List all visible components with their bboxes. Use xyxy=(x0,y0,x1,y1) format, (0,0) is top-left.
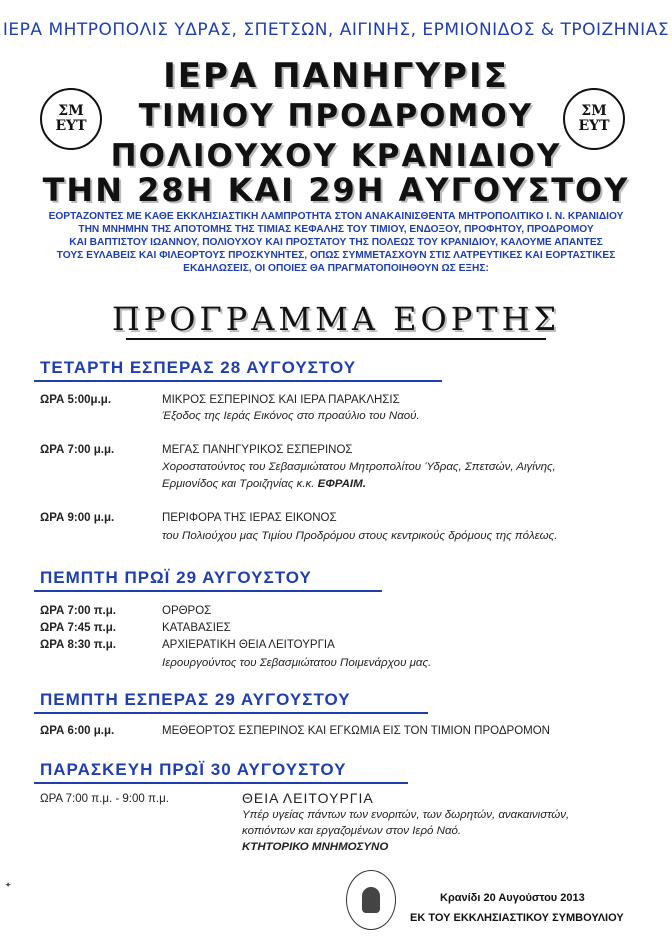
event-title: ΑΡΧΙΕΡΑΤΙΚΗ ΘΕΙΑ ΛΕΙΤΟΥΡΓΙΑ xyxy=(162,639,335,651)
event-description: Έξοδος της Ιεράς Εικόνος στο προαύλιο του Ναού. xyxy=(162,410,420,422)
event-description: Ερμιονίδος και Τροιζηνίας κ.κ. ΕΦΡΑΙΜ. xyxy=(162,478,366,490)
day-heading-wednesday-evening: ΤΕΤΑΡΤΗ ΕΣΠΕΡΑΣ 28 ΑΥΓΟΥΣΤΟΥ xyxy=(40,358,357,377)
intro-line: ΕΟΡΤΑΖΟΝΤΕΣ ΜΕ ΚΑΘΕ ΕΚΚΛΗΣΙΑΣΤΙΚΗ ΛΑΜΠΡΟΤΗΤΑ ΣΤΟΝ ΑΝΑΚΑΙΝΙΣΘΕΝΤΑ ΜΗΤΡΟΠΟΛΙΤΙΚΟ Ι. Ν. ΚΡΑΝΙΔΙΟΥ xyxy=(48,211,624,222)
event-description: κοπιόντων και εργαζομένων στον Ιερό Ναό. xyxy=(242,825,462,837)
memorial-label: ΚΤΗΤΟΡΙΚΟ ΜΝΗΜΟΣΥΝΟ xyxy=(242,841,389,853)
metropolitan-name: ΕΦΡΑΙΜ. xyxy=(317,478,366,490)
side-watermark: ✦ xyxy=(4,881,13,888)
event-description: του Πολιούχου μας Τιμίου Προδρόμου στους κεντρικούς δρόμους της πόλεως. xyxy=(162,530,558,542)
day-heading-underline xyxy=(34,712,428,714)
day-heading-thursday-evening: ΠΕΜΠΤΗ ΕΣΠΕΡΑΣ 29 ΑΥΓΟΥΣΤΟΥ xyxy=(40,690,351,709)
event-time: ΩΡΑ 9:00 μ.μ. xyxy=(40,512,115,524)
program-title-underline xyxy=(126,338,546,340)
event-description: Υπέρ υγείας πάντων των ενοριτών, των δωρητών, ανακαινιστών, xyxy=(242,809,570,821)
byzantine-seal-right-icon: ΣΜ ΕΥΤ xyxy=(563,88,625,150)
day-heading-friday-morning: ΠΑΡΑΣΚΕΥΗ ΠΡΩΪ 30 ΑΥΓΟΥΣΤΟΥ xyxy=(40,760,347,779)
event-title: ΜΕΘΕΟΡΤΟΣ ΕΣΠΕΡΙΝΟΣ ΚΑΙ ΕΓΚΩΜΙΑ ΕΙΣ ΤΟΝ ΤΙΜΙΟΝ ΠΡΟΔΡΟΜΟΝ xyxy=(162,725,550,737)
event-time: ΩΡΑ 7:45 π.μ. xyxy=(40,622,116,634)
event-time: ΩΡΑ 6:00 μ.μ. xyxy=(40,725,115,737)
diocese-heading: ΙΕΡΑ ΜΗΤΡΟΠΟΛΙΣ ΥΔΡΑΣ, ΣΠΕΤΣΩΝ, ΑΙΓΙΝΗΣ, ΕΡΜΙΟΝΙΔΟΣ & ΤΡΟΙΖΗΝΙΑΣ xyxy=(2,20,670,40)
program-title: ΠΡΟΓΡΑΜΜΑ ΕΟΡΤΗΣ xyxy=(111,300,561,338)
intro-paragraph xyxy=(30,210,642,275)
intro-line: ΤΟΥΣ ΕΥΛΑΒΕΙΣ ΚΑΙ ΦΙΛΕΟΡΤΟΥΣ ΠΡΟΣΚΥΝΗΤΕΣ, ΟΠΩΣ ΣΥΜΜΕΤΑΣΧΟΥΝ ΣΤΙΣ ΛΑΤΡΕΥΤΙΚΕΣ ΚΑΙ ΕΟΡΤΑΣΤΙΚΕΣ xyxy=(56,250,616,261)
day-heading-underline xyxy=(34,782,408,784)
intro-line: ΤΗΝ ΜΝΗΜΗΝ ΤΗΣ ΑΠΟΤΟΜΗΣ ΤΗΣ ΤΙΜΙΑΣ ΚΕΦΑΛΗΣ ΤΟΥ ΤΙΜΙΟΥ, ΕΝΔΟΞΟΥ, ΠΡΟΦΗΤΟΥ, ΠΡΟΔΡΟΜΟΥ xyxy=(78,224,594,235)
intro-line: ΚΑΙ ΒΑΠΤΙΣΤΟΥ ΙΩΑΝΝΟΥ, ΠΟΛΙΟΥΧΟΥ ΚΑΙ ΠΡΟΣΤΑΤΟΥ ΤΗΣ ΠΟΛΕΩΣ ΤΟΥ ΚΡΑΝΙΔΙΟΥ, ΚΑΛΟΥΜΕ ΑΠΑΝΤΕΣ xyxy=(69,237,603,248)
event-time: ΩΡΑ 7:00 π.μ. xyxy=(40,605,116,617)
event-description: Χοροστατούντος του Σεβασμιώτατου Μητροπολίτου Ύδρας, Σπετσών, Αιγίνης, xyxy=(162,461,556,473)
day-heading-thursday-morning: ΠΕΜΠΤΗ ΠΡΩΪ 29 ΑΥΓΟΥΣΤΟΥ xyxy=(40,568,312,587)
event-title: ΚΑΤΑΒΑΣΙΕΣ xyxy=(162,622,231,634)
title-line-1: ΙΕΡΑ ΠΑΝΗΓΥΡΙΣ xyxy=(163,56,509,96)
title-line-2: ΤΙΜΙΟΥ ΠΡΟΔΡΟΜΟΥ xyxy=(138,98,534,134)
event-time: ΩΡΑ 5:00μ.μ. xyxy=(40,394,112,406)
saint-figure-icon xyxy=(362,887,380,913)
event-title: ΜΕΓΑΣ ΠΑΝΗΓΥΡΙΚΟΣ ΕΣΠΕΡΙΝΟΣ xyxy=(162,444,353,456)
intro-line: ΕΚΔΗΛΩΣΕΙΣ, ΟΙ ΟΠΟΙΕΣ ΘΑ ΠΡΑΓΜΑΤΟΠΟΙΗΘΟΥΝ ΩΣ ΕΞΗΣ: xyxy=(183,263,489,274)
event-title: ΜΙΚΡΟΣ ΕΣΠΕΡΙΝΟΣ ΚΑΙ ΙΕΡΑ ΠΑΡΑΚΛΗΣΙΣ xyxy=(162,394,400,406)
event-time: ΩΡΑ 8:30 π.μ. xyxy=(40,639,116,651)
footer-place-date: Κρανίδι 20 Αυγούστου 2013 xyxy=(440,892,585,904)
event-time: ΩΡΑ 7:00 π.μ. - 9:00 π.μ. xyxy=(40,793,169,805)
byzantine-seal-left-icon: ΣΜ ΕΥΤ xyxy=(40,88,102,150)
event-title: ΠΕΡΙΦΟΡΑ ΤΗΣ ΙΕΡΑΣ ΕΙΚΟΝΟΣ xyxy=(162,512,337,524)
title-line-4: ΤΗΝ 28Η ΚΑΙ 29Η ΑΥΓΟΥΣΤΟΥ xyxy=(42,171,630,209)
day-heading-underline xyxy=(34,380,442,382)
title-line-3: ΠΟΛΙΟΥΧΟΥ ΚΡΑΝΙΔΙΟΥ xyxy=(110,138,562,174)
event-description: Ιερουργούντος του Σεβασμιώτατου Ποιμενάρχου μας. xyxy=(162,657,432,669)
day-heading-underline xyxy=(34,590,382,592)
event-time: ΩΡΑ 7:00 μ.μ. xyxy=(40,444,115,456)
event-title: ΘΕΙΑ ΛΕΙΤΟΥΡΓΙΑ xyxy=(242,790,374,806)
footer-council: ΕΚ ΤΟΥ ΕΚΚΛΗΣΙΑΣΤΙΚΟΥ ΣΥΜΒΟΥΛΙΟΥ xyxy=(410,912,624,924)
event-title: ΟΡΘΡΟΣ xyxy=(162,605,212,617)
church-council-seal-icon xyxy=(346,870,396,930)
